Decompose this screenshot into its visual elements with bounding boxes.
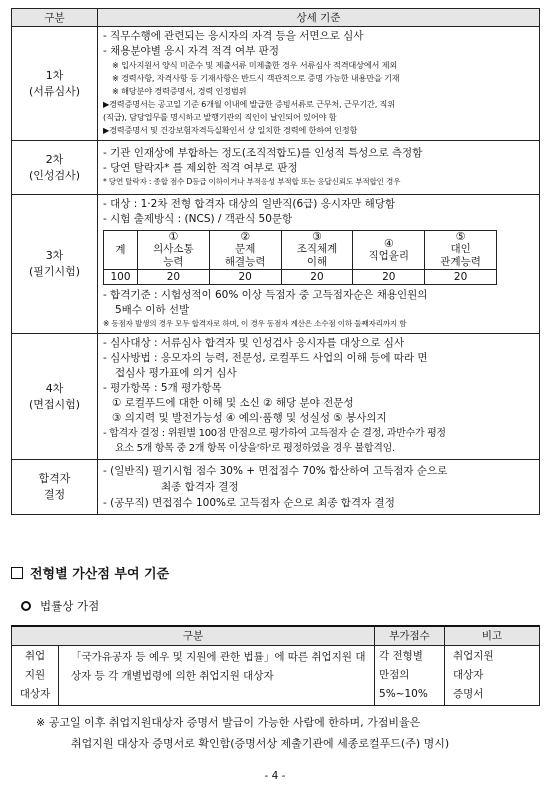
subject-score: 20 — [209, 270, 281, 285]
circle-bullet-icon — [21, 601, 31, 611]
bonus-header-category: 구분 — [12, 626, 375, 645]
subject-score: 20 — [353, 270, 425, 285]
subject-header: ① 의사소통 능력 — [138, 231, 210, 270]
stage3-line: - 대상 : 1·2차 전형 합격자 대상의 일반직(6급) 응시자만 해당함 — [103, 198, 396, 210]
stage4-line: 요소 5개 항목 중 2개 항목 이상을'하'로 평정하였을 경우 불합격임. — [115, 443, 395, 454]
final-line: 최종 합격자 결정 — [161, 480, 239, 493]
subject-score: 20 — [281, 270, 353, 285]
stage4-line: - 심사대상 : 서류심사 합격자 및 인성검사 응시자를 대상으로 심사 — [103, 337, 405, 349]
stage1-content — [98, 27, 540, 141]
square-bullet-icon — [11, 567, 23, 579]
stage4-item: ① 로컬푸드에 대한 이해 및 소신 ② 해당 분야 전문성 — [112, 397, 354, 409]
stage1-note: ▶경력증명서는 공고일 기준 6개월 이내에 발급한 증빙서류로 근무처, 근무기간, 직위 — [103, 99, 395, 109]
stage3-note: ※ 동점자 발생의 경우 모두 합격자로 하며, 이 경우 동점자 계산은 소수점 이하 둘째자리까지 함 — [103, 319, 407, 328]
stage2-line: - 기관 인재상에 부합하는 정도(조직적합도)를 인성적 특성으로 측정함 — [103, 147, 423, 159]
bonus-row-desc: 「국가유공자 등 예우 및 지원에 관한 법률」에 따른 취업지원 대상자 등 각 개별법령에 의한 취업지원 대상자 — [59, 645, 375, 705]
stage4-line: - 심사방법 : 응모자의 능력, 전문성, 로컬푸드 사업의 이해 등에 따라 면 — [103, 352, 428, 364]
stage4-row — [12, 334, 540, 460]
subject-header: ③ 조직체계 이해 — [281, 231, 353, 270]
stage1-line: - 직무수행에 관련되는 응시자의 자격 등을 서면으로 심사 — [103, 30, 364, 42]
bonus-header-note: 비고 — [445, 626, 540, 645]
stage3-row — [12, 195, 540, 334]
section-title: 전형별 가산점 부여 기준 — [11, 563, 169, 582]
stage1-note: ※ 해당분야 경력증명서, 경력 인정범위 — [112, 86, 247, 96]
subject-score: 20 — [425, 270, 497, 285]
subject-score: 20 — [138, 270, 210, 285]
stage2-row — [12, 141, 540, 195]
stage4-content — [98, 334, 540, 460]
final-line: - (공무직) 면접점수 100%로 고득점자 순으로 최종 합격자 결정 — [103, 496, 395, 509]
stage1-note: (직급), 담당업무를 명시하고 발행기관의 직인이 날인되어 있어야 함 — [103, 112, 337, 122]
bonus-footnote: ※ 공고일 이후 취업지원대상자 증명서 발급이 가능한 사람에 한하며, 가점비율은 취업지원 대상자 증명서로 확인함(증명서상 제출기관에 세종로컬푸드(주) 명시) — [36, 716, 450, 750]
subsection-title: 법률상 가점 — [21, 598, 99, 614]
stage3-line: 5배수 이하 선발 — [115, 304, 190, 316]
stage1-line: - 채용분야별 응시 자격 적격 여부 판정 — [103, 45, 279, 57]
screening-criteria-table — [11, 8, 540, 515]
bonus-row-label: 취업 지원 대상자 — [12, 645, 59, 705]
stage2-line: - 당연 탈락자* 를 제외한 적격 여부로 판정 — [103, 162, 298, 174]
stage3-label: 3차 (필기시험) — [12, 195, 98, 334]
page-number: - 4 - — [264, 770, 286, 782]
stage4-line: - 평가항목 : 5개 평가항목 — [103, 382, 222, 394]
stage2-label: 2차 (인성검사) — [12, 141, 98, 195]
stage1-label: 1차 (서류심사) — [12, 27, 98, 141]
stage3-line: - 합격기준 : 시험성적이 60% 이상 득점자 중 고득점자순은 채용인원의 — [103, 289, 428, 301]
stage4-line: 접심사 평가표에 의거 심사 — [115, 367, 237, 379]
bonus-points-table — [11, 625, 540, 706]
exam-subject-table — [103, 230, 497, 285]
subject-header: ④ 직업윤리 — [353, 231, 425, 270]
bonus-row-note: 취업지원 대상자 증명서 — [445, 645, 540, 705]
final-line: - (일반직) 필기시험 점수 30% + 면접점수 70% 합산하여 고득점자 순으로 — [103, 464, 448, 477]
subject-score-row — [104, 270, 497, 285]
final-content — [98, 460, 540, 515]
bonus-row — [12, 645, 540, 705]
stage4-line: - 합격자 결정 : 위원별 100점 만점으로 평가하여 고득점자 순 결정, 과반수가 평정 — [103, 428, 446, 439]
header-detail: 상세 기준 — [98, 9, 540, 27]
subject-header-row — [104, 231, 497, 270]
subject-total: 100 — [104, 270, 138, 285]
subject-total-label: 계 — [104, 231, 138, 270]
subject-header: ② 문제 해결능력 — [209, 231, 281, 270]
final-row — [12, 460, 540, 515]
stage1-note: ※ 경력사항, 자격사항 등 기재사항은 반드시 객관적으로 증명 가능한 내용만을 기재 — [112, 73, 400, 83]
stage4-item: ③ 의지력 및 발전가능성 ④ 예의·품행 및 성실성 ⑤ 봉사의지 — [112, 412, 387, 424]
stage1-row — [12, 27, 540, 141]
header-stage: 구분 — [12, 9, 98, 27]
table-header-row — [12, 9, 540, 27]
stage1-note: ▶경력증명서 및 건강보험자격득실확인서 상 일치한 경력에 한하여 인정함 — [103, 125, 358, 135]
bonus-header-row — [12, 626, 540, 645]
final-label: 합격자 결정 — [12, 460, 98, 515]
subject-header: ⑤ 대인 관계능력 — [425, 231, 497, 270]
stage1-note: ※ 입사지원서 양식 미준수 및 제출서류 미제출한 경우 서류심사 적격대상에서 제외 — [112, 60, 398, 70]
stage3-content — [98, 195, 540, 334]
stage4-label: 4차 (면접시험) — [12, 334, 98, 460]
bonus-row-points: 각 전형별 만점의 5%~10% — [375, 645, 445, 705]
stage3-line: - 시험 출제방식 : (NCS) / 객관식 50문항 — [103, 213, 293, 225]
stage2-content — [98, 141, 540, 195]
stage2-note: * 당연 탈락자 : 종합 점수 D등급 이하이거나 부적응성 부적합 또는 응답신뢰도 부적합인 경우 — [103, 177, 401, 186]
bonus-header-points: 부가점수 — [375, 626, 445, 645]
